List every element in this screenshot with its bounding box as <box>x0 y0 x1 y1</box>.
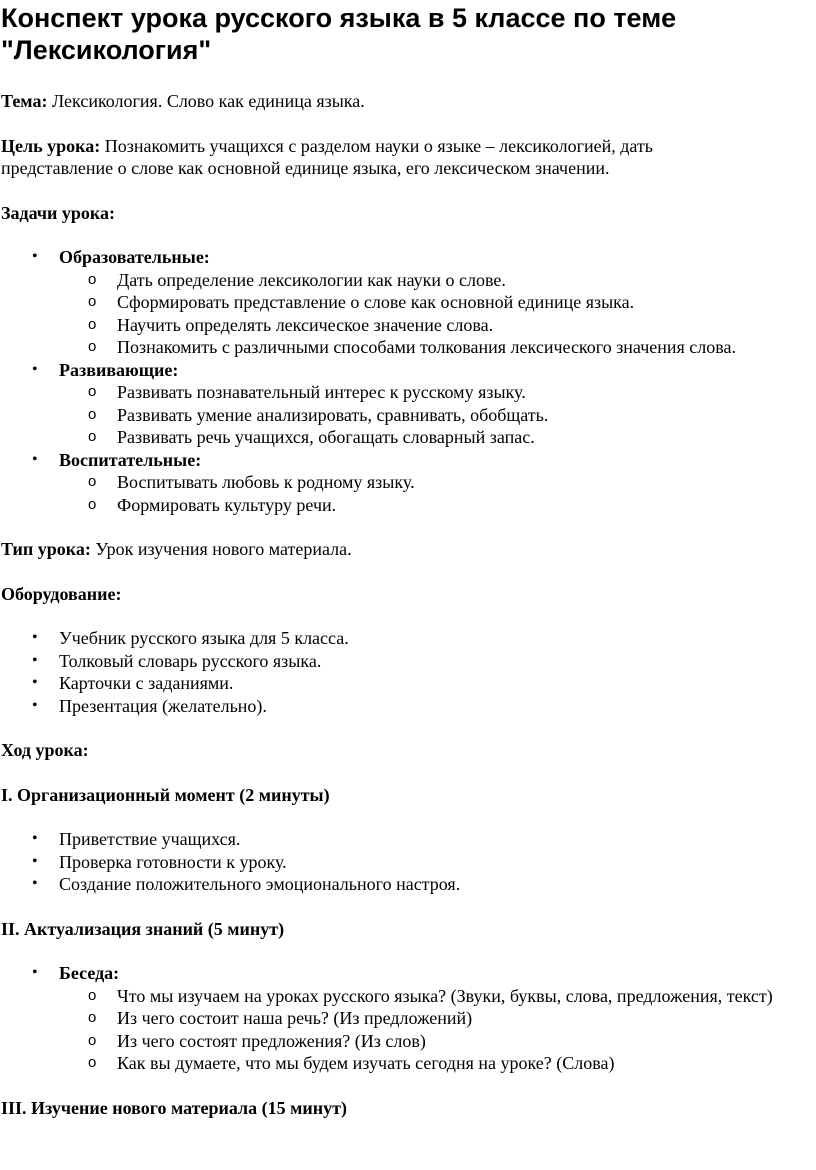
topic-text: Лексикология. Слово как единица языка. <box>47 91 365 111</box>
stage1-heading: I. Организационный момент (2 минуты) <box>1 784 330 805</box>
lesson-type-label: Тип урока: <box>1 539 91 559</box>
goal-text: Познакомить учащихся с разделом науки о языке – лексикологией, дать представление о слове как основной единице языка, его лексическом значении. <box>1 135 653 178</box>
stage2-list <box>1 962 801 1075</box>
list-item: o Что мы изучаем на уроках русского языка? (Звуки, буквы, слова, предложения, текст) <box>59 985 816 1008</box>
stage1-list <box>1 828 801 896</box>
list-item: • Приветствие учащихся. <box>1 828 801 851</box>
list-item: • Карточки с заданиями. <box>1 672 801 695</box>
tasks-heading: Задачи урока: <box>1 202 116 223</box>
task-sublist <box>59 471 801 516</box>
course-heading: Ход урока: <box>1 740 89 760</box>
list-item: • Презентация (желательно). <box>1 695 801 718</box>
list-item: o Познакомить с различными способами толкования лексического значения слова. <box>59 336 801 359</box>
list-item: • Проверка готовности к уроку. <box>1 851 801 874</box>
list-item: o Развивать умение анализировать, сравнивать, обобщать. <box>59 404 801 427</box>
task-sublist <box>59 269 801 359</box>
document-title: Конспект урока русского языка в 5 классе по теме "Лексикология" <box>1 3 677 65</box>
goal-label: Цель урока: <box>1 135 101 156</box>
conversation-group <box>1 962 801 1075</box>
list-item: o Научить определять лексическое значение слова. <box>59 314 801 337</box>
equipment-heading: Оборудование: <box>1 583 122 604</box>
list-item: o Развивать речь учащихся, обогащать словарный запас. <box>59 426 801 449</box>
conversation-sublist <box>59 985 801 1075</box>
list-item: o Воспитывать любовь к родному языку. <box>59 471 801 494</box>
equipment-list <box>1 627 801 717</box>
conversation-label: Беседа: <box>59 963 120 983</box>
task-sublist <box>59 381 801 449</box>
list-item: o Сформировать представление о слове как основной единице языка. <box>59 291 801 314</box>
list-item: • Толковый словарь русского языка. <box>1 650 801 673</box>
list-item: o Развивать познавательный интерес к русскому языку. <box>59 381 801 404</box>
list-item: • Учебник русского языка для 5 класса. <box>1 627 801 650</box>
stage2-heading: II. Актуализация знаний (5 минут) <box>1 918 285 939</box>
topic-line <box>1 90 801 113</box>
list-item: • Создание положительного эмоционального настроя. <box>1 873 801 896</box>
list-item: o Как вы думаете, что мы будем изучать сегодня на уроке? (Слова) <box>59 1052 801 1075</box>
lesson-type-text: Урок изучения нового материала. <box>90 539 352 559</box>
list-item: o Из чего состоят предложения? (Из слов) <box>59 1030 801 1053</box>
list-item: o Из чего состоит наша речь? (Из предложений) <box>59 1007 801 1030</box>
task-group-educational <box>1 246 801 359</box>
lesson-type-line <box>1 538 801 561</box>
stage3-heading: III. Изучение нового материала (15 минут) <box>1 1097 347 1118</box>
task-group-label: Образовательные: <box>59 247 210 267</box>
tasks-list <box>1 246 801 516</box>
task-group-label: Воспитательные: <box>59 449 202 470</box>
list-item: o Дать определение лексикологии как науки о слове. <box>59 269 801 292</box>
task-group-upbringing <box>1 449 801 517</box>
list-item: o Формировать культуру речи. <box>59 494 801 517</box>
task-group-label: Развивающие: <box>59 359 179 380</box>
task-group-developing <box>1 359 801 449</box>
topic-label: Тема: <box>1 91 48 111</box>
goal-paragraph <box>1 135 741 180</box>
